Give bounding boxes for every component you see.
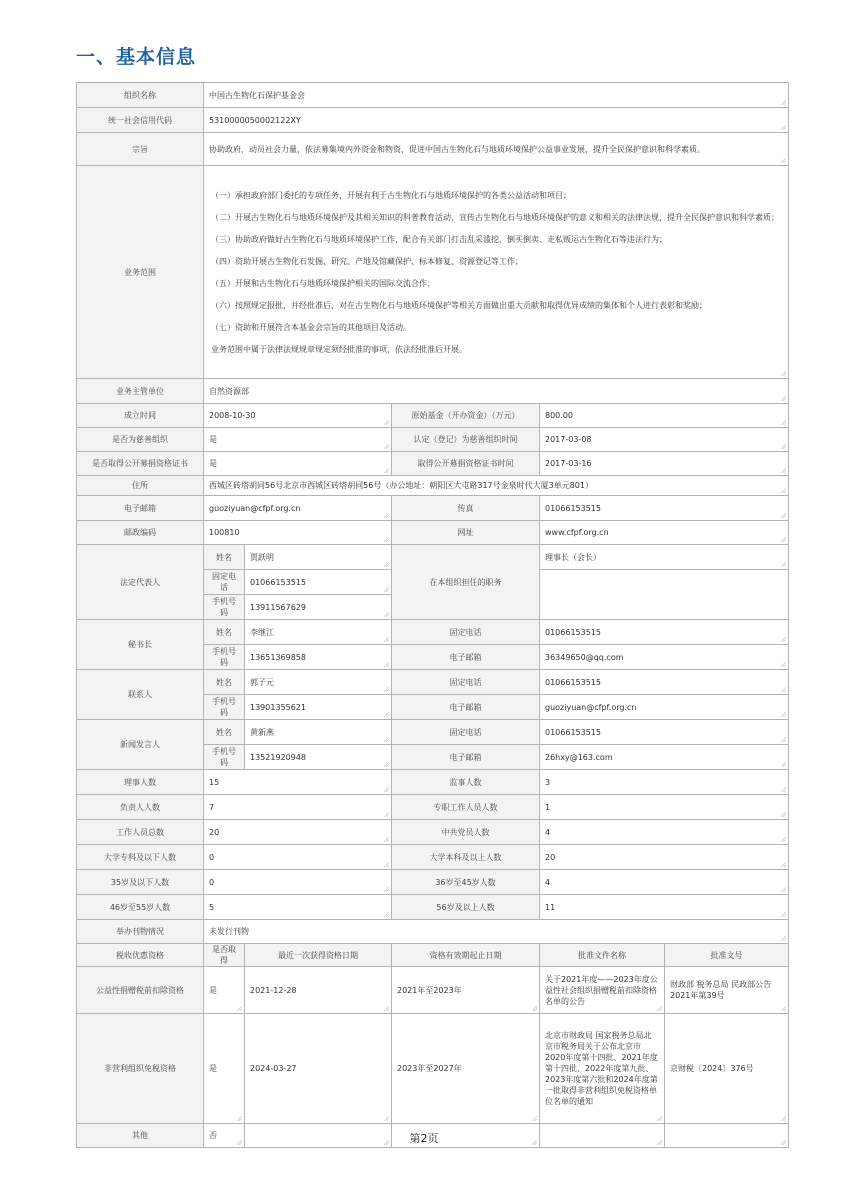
tax-header-cell: 是否取得 [204,944,245,967]
stat-label: 35岁及以下人数 [77,870,204,895]
tax-period[interactable]: 2023年至2027年 [392,1014,540,1124]
legal-rep-mobile[interactable]: 13911567629 [245,595,392,620]
email-label: 电子邮箱 [77,496,204,521]
fundraise-value[interactable]: 是 [204,452,392,476]
row-credit-code [77,108,789,133]
org-name-label: 组织名称 [77,83,204,108]
row-established [77,404,789,428]
scope-note: 业务范围中属于法律法规规章规定须经批准的事项，依法经批准后开展。 [211,344,467,354]
tax-row [77,1014,789,1124]
stat-value[interactable]: 11 [540,895,789,920]
stat-value[interactable]: 4 [540,820,789,845]
row-stats [77,895,789,920]
row-spokesperson [77,720,789,745]
stat-label: 专职工作人员人数 [392,795,540,820]
fund-value[interactable]: 800.00 [540,404,789,428]
stat-label: 负责人人数 [77,795,204,820]
spokesperson-name[interactable]: 黄新燕 [245,720,392,745]
tax-header-cell: 税收优惠资格 [77,944,204,967]
scope-item: （三）协助政府做好古生物化石与地质环境保护工作，配合有关部门打击乱采滥挖、倒买倒卖、走私贩运古生物化石等违法行为； [211,234,667,244]
scope-item: （五）开展和古生物化石与地质环境保护相关的国际交流合作； [211,278,435,288]
contact-mobile-label: 手机号码 [204,695,245,720]
secretary-label: 秘书长 [77,620,204,670]
row-purpose [77,133,789,166]
tax-type: 公益性捐赠税前扣除资格 [77,967,204,1014]
scope-item: （一）承担政府部门委托的专项任务，开展有利于古生物化石与地质环境保护的各类公益活动和项目； [211,190,571,200]
stat-label: 工作人员总数 [77,820,204,845]
tax-type: 其他 [77,1124,204,1148]
legal-rep-position-label: 在本组织担任的职务 [392,545,540,620]
spokesperson-name-label: 姓名 [204,720,245,745]
purpose-label: 宗旨 [77,133,204,166]
spokesperson-email-label: 电子邮箱 [392,745,540,770]
contact-label: 联系人 [77,670,204,720]
tax-obtained[interactable]: 否 [204,1124,245,1148]
row-legal-rep [77,545,789,570]
row-stats [77,770,789,795]
tax-type: 非营利组织免税资格 [77,1014,204,1124]
tax-doc[interactable]: 北京市财政局 国家税务总局北京市税务局关于公布北京市2020年度第十四批、2021年度第十四批、2022年度第九批、2023年度第六批和2024年度第一批取得非营利组织免税资格单位名单的通知 [540,1014,665,1124]
secretary-email[interactable]: 36349650@qq.com [540,645,789,670]
stat-label: 大学专科及以下人数 [77,845,204,870]
tax-header-row [77,944,789,967]
stat-label: 中共党员人数 [392,820,540,845]
tax-date[interactable]: 2021-12-28 [245,967,392,1014]
spokesperson-label: 新闻发言人 [77,720,204,770]
stat-label: 理事人数 [77,770,204,795]
established-value[interactable]: 2008-10-30 [204,404,392,428]
section-heading: 一、基本信息 [76,46,197,68]
credit-code-value[interactable]: 531000005000​2122XY [204,108,789,133]
org-name-value[interactable]: 中国古生物化石保护基金会 [204,83,789,108]
legal-rep-phone-label: 固定电话 [204,570,245,595]
stat-label: 36岁至45岁人数 [392,870,540,895]
row-email [77,496,789,521]
row-publications [77,920,789,944]
spokesperson-phone-label: 固定电话 [392,720,540,745]
address-value[interactable]: 西城区砖塔胡同56号北京市西城区砖塔胡同56号（办公地址：朝阳区大屯路317号金泉时代大厦3单元801） [204,476,789,496]
contact-name[interactable]: 郭子元 [245,670,392,695]
contact-email-label: 电子邮箱 [392,695,540,720]
row-fundraise [77,452,789,476]
legal-rep-phone[interactable]: 01066153515 [245,570,392,595]
spokesperson-email[interactable]: 26hxy@163.com [540,745,789,770]
spokesperson-mobile-label: 手机号码 [204,745,245,770]
postcode-label: 邮政编码 [77,521,204,545]
contact-email[interactable]: guoziyuan@cfpf.org.cn [540,695,789,720]
publications-label: 举办刊物情况 [77,920,204,944]
purpose-value[interactable]: 协助政府，动员社会力量，依法募集境内外资金和物资，促进中国古生物化石与地质环境保护公益事业发展，提升全民保护意识和科学素质。 [204,133,789,166]
row-stats [77,845,789,870]
stat-value[interactable]: 15 [204,770,392,795]
website-label: 网址 [392,521,540,545]
stat-value[interactable]: 5 [204,895,392,920]
tax-date[interactable]: 2024-03-27 [245,1014,392,1124]
address-label: 住所 [77,476,204,496]
tax-doc[interactable]: 关于2021年度——2023年度公益性社会组织捐赠税前扣除资格名单的公告 [540,967,665,1014]
email-value[interactable]: guoziyuan@cfpf.org.cn [204,496,392,521]
scope-item: （四）资助开展古生物化石发掘、研究、产地及馆藏保护、标本修复、资源登记等工作； [211,256,523,266]
row-secretary [77,620,789,645]
row-org-name [77,83,789,108]
stat-label: 监事人数 [392,770,540,795]
fundraise-date-label: 取得公开募捐资格证书时间 [392,452,540,476]
scope-value[interactable] [204,166,789,379]
tax-period[interactable]: 2021年至2023年 [392,967,540,1014]
secretary-phone[interactable]: 01066153515 [540,620,789,645]
secretary-email-label: 电子邮箱 [392,645,540,670]
stat-value[interactable]: 0 [204,845,392,870]
scope-item: （二）开展古生物化石与地质环境保护及其相关知识的科普教育活动，宣传古生物化石与地质环境保护的意义和相关的法律法规，提升全民保护意识和科学素质； [211,212,779,222]
secretary-phone-label: 固定电话 [392,620,540,645]
stat-label: 46岁至55岁人数 [77,895,204,920]
stat-value[interactable]: 0 [204,870,392,895]
legal-rep-name-label: 姓名 [204,545,245,570]
row-contact [77,670,789,695]
supervisor-value[interactable]: 自然资源部 [204,379,789,404]
charity-value[interactable]: 是 [204,428,392,452]
row-stats [77,795,789,820]
basic-info-table [76,82,789,1148]
row-charity [77,428,789,452]
fund-label: 原始基金（开办资金）（万元） [392,404,540,428]
secretary-mobile[interactable]: 13651369858 [245,645,392,670]
spokesperson-mobile[interactable]: 13521920948 [245,745,392,770]
secretary-name-label: 姓名 [204,620,245,645]
scope-item: （七）资助和开展符合本基金会宗旨的其他项目及活动。 [211,322,411,332]
stat-label: 56岁及以上人数 [392,895,540,920]
stat-label: 大学本科及以上人数 [392,845,540,870]
spokesperson-phone[interactable]: 01066153515 [540,720,789,745]
credit-code-label: 统一社会信用代码 [77,108,204,133]
fax-label: 传真 [392,496,540,521]
contact-name-label: 姓名 [204,670,245,695]
tax-obtained[interactable]: 是 [204,967,245,1014]
stat-value[interactable]: 20 [204,820,392,845]
website-value[interactable]: www.cfpf.org.cn [540,521,789,545]
tax-number[interactable]: 京财税〔2024〕376号 [665,1014,789,1124]
supervisor-label: 业务主管单位 [77,379,204,404]
legal-rep-name[interactable]: 贾跃明 [245,545,392,570]
contact-mobile[interactable]: 13901355621 [245,695,392,720]
tax-number[interactable]: 财政部 税务总局 民政部公告2021年第39号 [665,967,789,1014]
fundraise-label: 是否取得公开募捐资格证书 [77,452,204,476]
contact-phone-label: 固定电话 [392,670,540,695]
contact-phone[interactable]: 01066153515 [540,670,789,695]
charity-label: 是否为慈善组织 [77,428,204,452]
fundraise-date-value[interactable]: 2017-03-16 [540,452,789,476]
secretary-name[interactable]: 李继江 [245,620,392,645]
charity-date-label: 认定（登记）为慈善组织时间 [392,428,540,452]
tax-header-cell: 资格有效期起止日期 [392,944,540,967]
stat-value[interactable]: 7 [204,795,392,820]
scope-label: 业务范围 [77,166,204,379]
row-stats [77,820,789,845]
tax-row [77,967,789,1014]
stat-value[interactable]: 1 [540,795,789,820]
legal-rep-mobile-label: 手机号码 [204,595,245,620]
page-number: 第2页 [409,1132,439,1145]
legal-rep-position[interactable]: 理事长（会长） [540,545,789,570]
tax-obtained[interactable]: 是 [204,1014,245,1124]
scope-item: （六）按照规定报批，并经批准后，对在古生物化石与地质环境保护等相关方面做出重大贡献和取得优异成绩的集体和个人进行表彰和奖励； [211,300,707,310]
legal-rep-label: 法定代表人 [77,545,204,620]
row-stats [77,870,789,895]
row-supervisor [77,379,789,404]
stat-value[interactable]: 3 [540,770,789,795]
secretary-mobile-label: 手机号码 [204,645,245,670]
legal-rep-position-blank [540,570,789,620]
tax-header-cell: 批准文号 [665,944,789,967]
row-scope [77,166,789,379]
stat-value[interactable]: 20 [540,845,789,870]
charity-date-value[interactable]: 2017-03-08 [540,428,789,452]
tax-header-cell: 最近一次获得资格日期 [245,944,392,967]
tax-header-cell: 批准文件名称 [540,944,665,967]
row-postcode [77,521,789,545]
postcode-value[interactable]: 100810 [204,521,392,545]
fax-value[interactable]: 01066153515 [540,496,789,521]
established-label: 成立时间 [77,404,204,428]
publications-value[interactable]: 未发行刊物 [204,920,789,944]
row-address [77,476,789,496]
stat-value[interactable]: 4 [540,870,789,895]
